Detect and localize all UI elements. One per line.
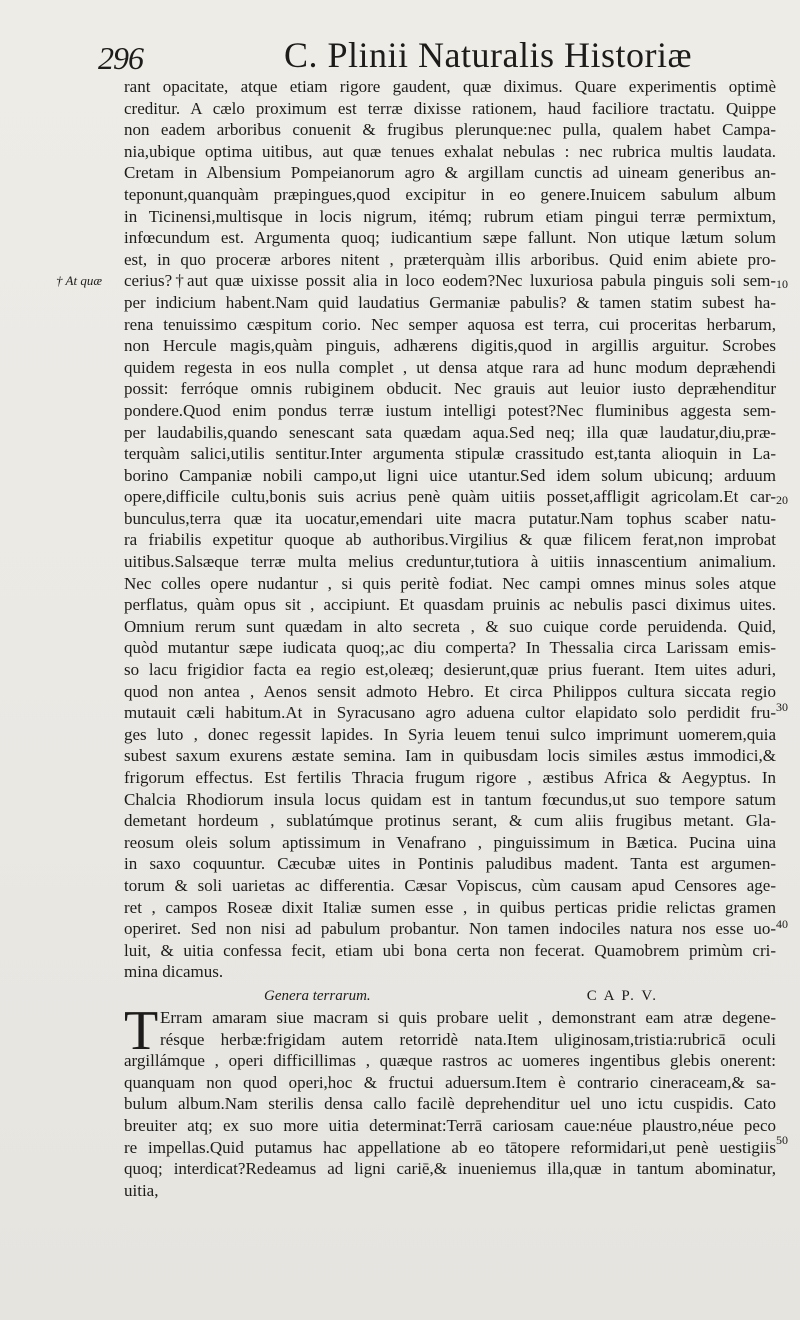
margin-line-number: 40 (776, 917, 788, 931)
body-paragraph (124, 76, 776, 983)
text-line: frigorum effectus. Est fertilis Thracia frugum rigore , æstibus Africa & Aegyptus. In (124, 768, 776, 787)
chapter-paragraph (124, 1050, 776, 1180)
text-line: quoq; interdicat?Redeamus ad ligni cariē,& inueniemus illa,quæ in tantum abominatur, (124, 1159, 776, 1179)
text-line: quidem regesta in eos nulla complet , ut densa atque rara ad hunc modum depræhendi (124, 357, 776, 377)
text-line: quòd mutantur sæpe iudicata quoq;,ac diu comperta? In Thessalia circa Larissam emis- (124, 638, 776, 658)
text-line: subest saxum exurens æstate semina. Iam in quibusdam locis similes æstus immodici,& (124, 746, 776, 766)
text-line: opere,difficile cultu,bonis suis acrius penè quàm uitiis posset,affligit agricolam.Et car- (124, 487, 776, 507)
text-line: mina dicamus. (124, 962, 224, 982)
text-line: non Hercule magis,quàm pinguis, adhærens digitis,quod in argillis arguitur. Scrobes (124, 336, 776, 356)
text-line: bunculus,terra quæ ita uocatur,emendari uite macra putatur.Nam tophus scaber natu- (124, 508, 776, 528)
margin-line-number: 20 (776, 493, 788, 507)
running-title: C. Plinii Naturalis Historiæ (284, 35, 693, 75)
text-line: torum & soli uarietas ac differentia. Cæsar Vopiscus, cùm causam apud Censores age- (124, 875, 776, 895)
text-line: perflatus, quàm opus sit , accipiunt. Et quasdam pruinis ac nebulis pasci diximus uites. (124, 595, 776, 615)
text-line: cerius?†aut quæ uixisse possit alia in loco eodem?Nec luxuriosa pabula pinguis soli sem- (124, 271, 776, 291)
text-line: Chalcia Rhodiorum insula locus quidam est in tantum fœcundus,ut suo tempore satum (124, 789, 776, 809)
main-text (124, 76, 776, 1201)
text-line: Omnium rerum sunt quædam in alto secreta , & suo cuique corde peruidenda. Quid, (124, 616, 776, 636)
drop-initial: T (124, 999, 159, 1062)
text-line: rant opacitate, atque etiam rigore gaudent, quæ diximus. Quare experimentis optimè (124, 77, 776, 96)
text-line: ra friabilis expetitur quoque ab authoribus.Virgilius & quæ filicem ferat,non improbat (124, 530, 776, 550)
text-line: Erram amaram siue macram si quis probare uelit , demonstrant eam atræ degene- (160, 1007, 776, 1027)
text-line: quod non antea , Aenos sensit admoto Hebro. Et circa Philippos cultura siccata regio (124, 681, 776, 701)
text-line: quanquam non quod operi,hoc & fructui aduersum.Item è contrario cineraceam,& sa- (124, 1072, 776, 1092)
text-line: bulum album.Nam sterilis densa callo facilè deprehenditur uel uno ictu cuspidis. Cato (124, 1094, 776, 1114)
text-line: so lacu frigidior facta ea regio est,oleæq; desierunt,quæ prius fuerant. Item uites aduri, (124, 660, 776, 680)
catchword: uitia, (124, 1180, 159, 1200)
text-line: per indicium habent.Nam quid laudatius Germaniæ pabulis? & tamen statim subest ha- (124, 292, 776, 312)
text-line: re impellas.Quid putamus hac appellatione ab eo tātopere reformidari,ut penè uestigiis (124, 1137, 776, 1157)
margin-note: † At quæ (56, 273, 102, 288)
margin-line-number: 10 (776, 277, 788, 291)
text-line: infœcundum est. Argumenta quoq; iudicantium sæpe fallunt. Non utique lætum solum (124, 228, 776, 248)
text-line: reosum oleis solum aptissimum in Venafrano , pinguissimum in Bætica. Pucina uina (124, 832, 776, 852)
text-line: terquàm salici,utilis sentitur.Inter argumenta stipulæ crassitudo est,tanta alioquin in La- (124, 444, 776, 464)
page-number: 296 (98, 40, 143, 76)
text-line: mutauit cæli habitum.At in Syracusano agro aduena cultor elapidato solo perdidit fru- (124, 703, 776, 723)
text-line: Cretam in Albensium Pompeianorum agro & argillam cunctis ad uineam generibus an- (124, 163, 776, 183)
text-line: teponunt,quanquàm præpingues,quod excipitur in eo genere.Inuicem sabulum album (124, 184, 776, 204)
text-line: nia,ubique optima uitibus, aut quæ tenues exhalat nebulas : nec rubrica multis laudata. (124, 141, 776, 161)
text-line: non eadem arboribus conuenit & frugibus plerunque:nec pulla, qualem habet Campa- (124, 120, 776, 140)
text-line: ges luto , donec regessit lapides. In Syria leuem tenui sulco imprimunt uomerem,quia (124, 724, 776, 744)
margin-line-number: 50 (776, 1133, 788, 1147)
text-line: operiret. Sed non nisi ad pabulum probantur. Non tamen indociles natura nos esse uo- (124, 919, 776, 939)
chapter-number: C A P. V. (586, 987, 658, 1004)
text-line: rena tenuissimo cæspitum corio. Nec semper aquosa est terra, cui proceritas herbarum, (124, 314, 776, 334)
text-line: résque herbæ:frigidam autem retorridè nata.Item uliginosam,tristia:rubricā oculi (160, 1029, 776, 1049)
chapter-heading (124, 985, 776, 1007)
text-line: uitibus.Salsæque terræ multa melius creduntur,tutiora à uitiis innascentium animalium. (124, 552, 776, 572)
text-line: creditur. A cælo proximum est terræ dixisse rationem, haud faciliore tractatu. Quippe (124, 98, 776, 118)
text-line: borino Campaniæ nobili campo,ut ligni uice utantur.Sed idem solum ubicunq; arduum (124, 465, 776, 485)
text-line: ret , campos Roseæ dixit Italiæ sumen esse , in quibus perticas pridie relictas gramen (124, 897, 776, 917)
text-line: argillámque , operi difficillimas , quæque rastros ac uomeres ingentibus glebis onerent: (124, 1051, 776, 1071)
text-line: pondere.Quod enim pondus terræ iustum intelligi potest?Nec fluminibus aggesta sem- (124, 400, 776, 420)
text-line: in Ticinensi,multisque in locis nigrum, itémq; rubrum etiam pingui terræ permixtum, (124, 206, 776, 226)
page-header (0, 30, 800, 82)
text-line: Nec colles opere nudantur , si quis peritè fodiat. Nec campi omnes minus soles atque (124, 573, 776, 593)
margin-line-number: 30 (776, 700, 788, 714)
text-line: possit: ferróque omnis rubiginem obducit. Nec grauis aut leuior iusto depræhenditur (124, 379, 776, 399)
text-line: luit, & uitia confessa fecit, etiam ubi bona certa non fecerat. Quamobrem primùm cri- (124, 940, 776, 960)
text-line: est, in quo proceræ arbores nitent , præterquàm illis arboribus. Quid enim abiete pro- (124, 249, 776, 269)
chapter-title: Genera terrarum. (264, 987, 371, 1004)
text-line: in saxo coquuntur. Cæcubæ uites in Pontinis paludibus madent. Tanta est argumen- (124, 854, 776, 874)
text-line: demetant hordeum , sublatúmque protinus serant, & cum aliis frugibus metant. Gla- (124, 811, 776, 831)
text-line: breuiter atq; ex suo more uitia determinat:Terrā cariosam caue:néue plaustro,néue peco (124, 1115, 776, 1135)
text-line: per laudabilis,quando senescant sata quædam aqua.Sed neq; illa quæ laudatur,diu,præ- (124, 422, 776, 442)
